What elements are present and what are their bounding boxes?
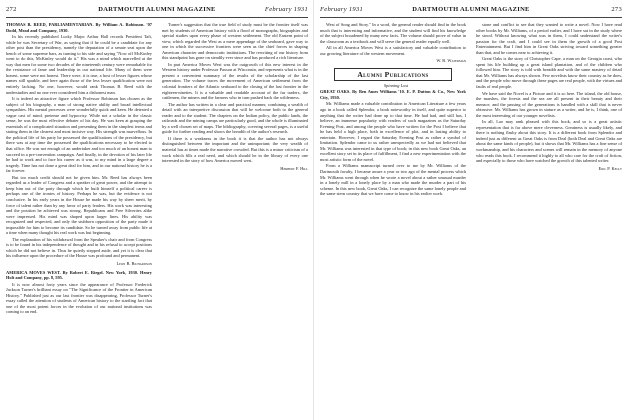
section-subheading: Spinning Lost (383, 82, 409, 88)
right-page-header (320, 6, 622, 16)
left-page-header (6, 6, 308, 16)
body-paragraph: West of Song and Story." In a word, the general reader should find in the book much that is interesting and informative, and the student will find his knowledge of the subject broadened by many new facts. The volume should prove of value in the classroom as a textbook and will serve the general reader equally well. (320, 22, 466, 44)
body-paragraph: The author has written in a clear and practical manner, combining a wealth of detail with an interpretive discussion that will be welcome both to the general reader and to the student. The chapters on the Indian policy, the public lands, the railroads and the mining camps are particularly good, and the whole is illuminated by a well chosen set of maps. The bibliography, covering several pages, is a useful guide for further reading and shows the breadth of the author's research. (162, 101, 308, 135)
text-column (162, 22, 308, 416)
section-heading: Alumni Publications (357, 69, 429, 79)
issue-date: February 1931 (264, 6, 308, 13)
section-heading-box (334, 68, 452, 81)
body-paragraph: Great Oaks is the story of Christopher Cape, a man on the Georgia coast, who spent his life building up a great island plantation, and of the children who followed him. The story is told with breadth and with the same mastery of detail that Mr. Williams has always shown. Few novelists know their country as he does, and the people who move through these pages are real people, with the virtues and faults of real people. (476, 56, 622, 90)
header-rule (6, 17, 308, 18)
issue-date: February 1931 (320, 6, 364, 13)
body-paragraph: It is now almost forty years since the appearance of Professor Frederick Jackson Turner's brilliant essay on "The Significance of the Frontier in American History." Published just as our last frontier was disappearing, Professor Turner's essay called the attention of students of American history to the startling fact that one of the most potent forces in the evolution of our national institutions was coming to an end. (6, 281, 152, 315)
magazine-title: DARTMOUTH ALUMNI MAGAZINE (412, 6, 530, 13)
page-number: 272 (6, 6, 17, 13)
body-paragraph: The explanation of his withdrawal from the Speaker's chair and from Congress is to be found in his independence of thought and in his refusal to accept positions which he did not believe in. Thus he quietly stepped aside, and yet it is clear that his influence upon the procedure of the House was profound and permanent. (6, 236, 152, 259)
header-rule (320, 17, 622, 18)
body-paragraph: It is indeed an attractive figure which Professor Robinson has chosen as the subject of his biography, a man of strong native ability and broad intellectual sympathies. His mental processes were wonderfully quick and keen. He detested a vague cast of mind, pretense and hypocrisy. While not a scholar in the classic sense, he was the most effective debater of his day. He was keen at grasping the essentials of a complicated situation and presenting them in the simplest terms and stating them in the clearest and most incisive way. His strength was marvellous. In the political life of his party he possessed the qualifications of the presidency, but there was at any time the possessed the qualifications necessary to be elected to that office. He was not enough of an undertaker and too much of an honest man to succeed in a pre-convention campaign. And finally, in the devotion of his later life he had to work and to face his career as it was, to my mind in a large degree a tragedy. Time has not done a great deal for him, and in our national history he is a far forever. (6, 96, 152, 174)
body-paragraph: But too much credit should not be given him. Mr. Reed has always been regarded as a leader of Congress and a speaker of great power, and the attempt to keep him out of the party through which he built himself a political career is perhaps one of the ironies of history. Perhaps he was, but the evidence is not conclusive. In his early years in the House he made his way by sheer merit, by force of talent rather than by any favor of party leaders. His work was interesting and the position he achieved was strong. Republicans and Free Silverites alike were impressed. His mind was shaped upon larger lines. His ability was recognized and respected, and only the stubborn opposition of the party made it impossible for him to become its candidate. So he turned away from public life at a time when many thought his real work was but beginning. (6, 174, 152, 236)
reviewer-signature: Eric P. Kelly (598, 165, 622, 171)
page-number: 273 (611, 6, 622, 13)
body-paragraph: stone and conflict to see that they wanted to write a novel. Now I have read other books by Mr. Williams, of a period earlier, and I have sat in the study where he stood. Without knowing what was in them, I could understand the writer's passion for the craft, and I could see in them the growth of a good Post Entertainment. But I find him in Great Oaks striving toward something greater than that, and he comes near to achieving it. (476, 22, 622, 55)
text-column (320, 22, 466, 416)
review-heading: THOMAS B. REED, PARLIAMENTARIAN. By William A. Robinson. '07 Dodd, Mead and Company, 1930. (6, 22, 152, 33)
body-paragraph: We have said the Novel is a Picture and it is so here. The island, the old house, the marshes, the forests and the sea are all present in their beauty and their menace, and the passing of the generations is handled with a skill that is never obtrusive. Mr. Williams has grown in stature as a writer, and he is, I think, one of the most interesting of our younger novelists. (476, 90, 622, 118)
body-paragraph: All in all America Moves West is a satisfactory and valuable contribution to our growing literature of the western movement. (320, 45, 466, 56)
review-heading: GREAT OAKS. By Ben Ames Williams '10. E. P. Dutton & Co., New York City, 1930. (320, 89, 466, 100)
body-paragraph: Mr. Williams made a valuable contribution to American Literature a few years ago in a book called Splendor, a book noteworthy in itself, and quite superior to anything that the writer had done up to that time. He had had, and still has, I believe, an immense popularity with readers of such magazines as the Saturday Evening Post, and among the people who have written for the Post I believe that he has held a high place, both in excellence of plot, and in lasting ability to entertain. However, I regard the Saturday Evening Post as rather a symbol of limitation. Splendor came to us rather unexpectedly as we had not believed that Mr. Williams was interested in that type of book; in this new book Great Oaks, an excellent story set in its place of fulfillment, I find a new experimentation with the most artistic form of the novel. (320, 101, 466, 162)
body-paragraph: From a Williams manuscript turned over to me by Mr. Williams of the Dartmouth faculty, I became aware a year or two ago of the mental process which Mr. Williams went through when he wrote a novel about a rather unusual murder in a lonely mill in a lonely place by a man who made the murder a part of his scheme. In this new book, Great Oaks, I can recognize the same lonely people and the same stern country that we have come to know in his earlier work. (320, 163, 466, 197)
right-page (314, 0, 628, 420)
text-column (6, 22, 152, 416)
review-heading: AMERICA MOVES WEST. By Robert E. Riegel. New York, 1930. Henry Holt and Company, pp. 8, 595. (6, 269, 152, 281)
text-column (476, 22, 622, 416)
reviewer-signature: Leon B. Richardson (116, 260, 152, 266)
body-paragraph: In all, Lao may rank pleased with this book, and so is a great artistic representation that is far above mere cleverness. Greatness is usually likely, and there is nothing flashy about this story. It is a different book from Splendor and indeed just as different as Great Oaks is from Deal (both Deal and Great Oaks are about the same kinds of people), but it shows that Mr. Williams has a fine sense of workmanship, and his characters and scenes will remain in the memory of anyone who reads this book. I recommend it highly to all who care for the craft of fiction, and especially to those who have watched the growth of this talented writer. (476, 119, 622, 164)
magazine-title: DARTMOUTH ALUMNI MAGAZINE (98, 6, 216, 13)
reviewer-signature: W. R. Waterman (436, 58, 466, 64)
reviewer-signature: Herbert F. Hill (280, 165, 308, 171)
body-paragraph: In his recently published Lucky Major Arthur Hall records President Taft, while he was Secretary of War, as saying that if he could be a candidate for any other post than the presidency, namely the deputation of a senate seat upon the bench of some supreme bars, as turning to his side and saying "Now off McKinley went to do this, McKinley would do it." His was a mind which marvelled at the way that men for some two decades of the nineteenth century were remarkable for the resistance of fame and leadership in our national life. Many of them were honest, some were not honest. There were, it is true, a host of lesser figures whose names still sparkle, and here again those of the less lesser qualification were not entirely lacking. No one, however, would rank Thomas B. Reed with the understudies and no one ever considered him a dishonest man. (6, 34, 152, 95)
body-paragraph: If there is a weakness in the book it is that the author has not always distinguished between the important and the unimportant; the very wealth of material has at times made the narrative crowded. But this is a minor criticism of a work which fills a real need, and which should be in the library of every one interested in the story of how America moved west. (162, 135, 308, 164)
body-paragraph: In part America Moves West was the outgrowth of this new interest in the Western history under Professor Paxson at Wisconsin, and represents what is in the present a convenient summary of the results of the scholarship of the last generation. The volume traces the movement of American settlement from the colonial frontiers of the Atlantic seaboard to the closing of the last frontier in the eighteen-nineties. It is a valuable and readable account of the fur traders, the cattlemen, the miners and the farmers who in turn pushed back the wilderness. (162, 61, 308, 101)
body-paragraph: Turner's suggestion that the true field of study must be the frontier itself was met by students of American history with a flood of monographs, biographies and special studies upon every phase of western settlement. The old Eastern point of view, which regarded the West as a mere appendage of the seaboard, gave way to one in which the successive frontiers were seen as the chief forces in shaping American character and democratic institutions. The rewriting of our history from this standpoint has gone on steadily ever since and has produced a rich literature. (162, 22, 308, 61)
